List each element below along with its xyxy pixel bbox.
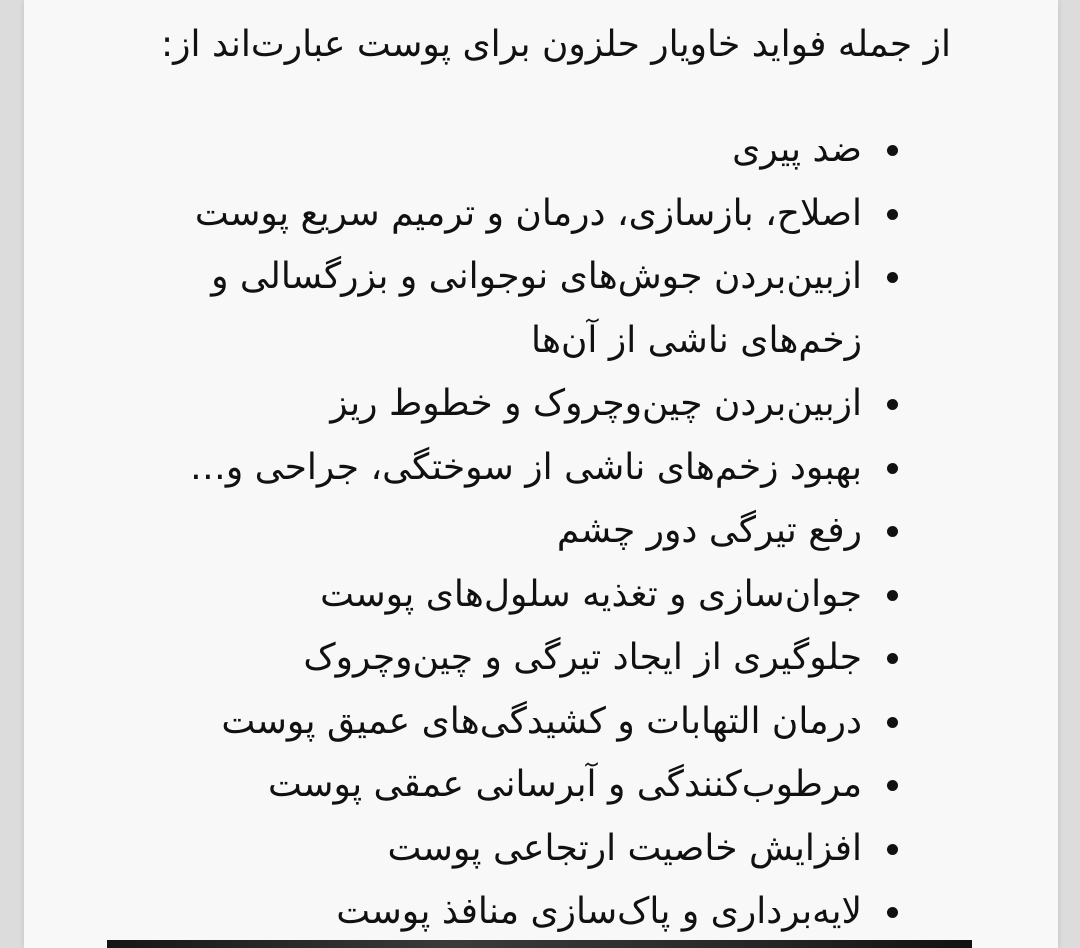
list-item-text: ضد پیری — [732, 129, 862, 170]
bullet-icon — [887, 590, 898, 601]
list-item-text: مرطوب‌کنندگی و آبرسانی عمقی پوست — [267, 764, 862, 805]
bullet-icon — [887, 844, 898, 855]
list-item-text: افزایش خاصیت ارتجاعی پوست — [387, 827, 862, 869]
list-item-text: جوان‌سازی و تغذیه سلول‌های پوست — [320, 573, 862, 615]
list-item-text: بهبود زخم‌های ناشی از سوختگی، جراحی و… — [189, 446, 862, 488]
list-item — [102, 372, 862, 436]
list-item — [102, 880, 862, 944]
list-item-text: ازبین‌بردن جوش‌های نوجوانی و بزرگسالی و زخم‌های ناشی از آن‌ها — [211, 256, 862, 361]
list-item — [102, 626, 862, 690]
list-item — [102, 118, 862, 182]
list-item-text: جلوگیری از ایجاد تیرگی و چین‌وچروک — [303, 637, 862, 678]
bullet-icon — [887, 399, 898, 410]
bullet-icon — [887, 780, 898, 791]
list-item — [102, 817, 862, 881]
list-item — [102, 436, 862, 500]
bullet-icon — [887, 145, 898, 156]
bullet-icon — [887, 526, 898, 537]
benefits-list — [102, 118, 862, 944]
bullet-icon — [887, 272, 898, 283]
bullet-icon — [887, 717, 898, 728]
list-item — [102, 753, 862, 817]
image-strip — [107, 940, 972, 948]
bullet-icon — [887, 209, 898, 220]
list-item-text: رفع تیرگی دور چشم — [556, 510, 862, 551]
bullet-icon — [887, 907, 898, 918]
intro-paragraph: از جمله فواید خاویار حلزون برای پوست عبارت‌اند از: — [161, 24, 951, 65]
list-item — [102, 499, 862, 563]
bullet-icon — [887, 463, 898, 474]
bullet-icon — [887, 653, 898, 664]
list-item — [102, 690, 862, 754]
list-item — [102, 245, 862, 372]
list-item-text: درمان التهابات و کشیدگی‌های عمیق پوست — [221, 700, 862, 742]
list-item-text: لایه‌برداری و پاک‌سازی منافذ پوست — [336, 891, 862, 932]
article-page — [24, 0, 1058, 948]
list-item-text: ازبین‌بردن چین‌وچروک و خطوط ریز — [330, 383, 862, 424]
list-item — [102, 182, 862, 246]
list-item — [102, 563, 862, 627]
list-item-text: اصلاح، بازسازی، درمان و ترمیم سریع پوست — [194, 192, 862, 234]
